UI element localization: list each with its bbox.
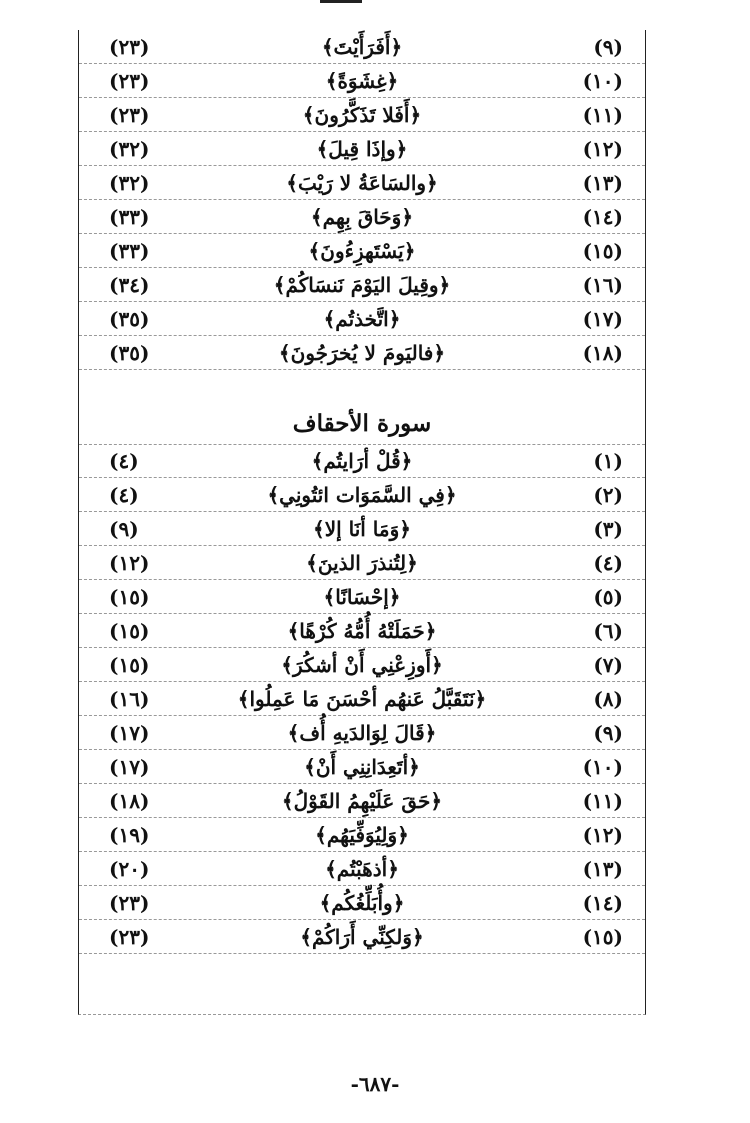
- table-row: [79, 478, 645, 512]
- table-row: [79, 682, 645, 716]
- table-row: [79, 784, 645, 818]
- entry-page: (١٥): [109, 653, 150, 677]
- entry-page: (٢٣): [109, 103, 150, 127]
- table-row: [79, 920, 645, 954]
- entry-word: ﴿وَلكِنِّي أَرَاكُمْ﴾: [300, 925, 424, 949]
- entry-number: (١٧): [582, 307, 623, 331]
- entry-number: (٩): [593, 35, 623, 59]
- table-row: [79, 336, 645, 370]
- entry-number: (١٢): [582, 823, 623, 847]
- entry-number: (٩): [593, 721, 623, 745]
- entry-word: ﴿غِشَوَةً﴾: [325, 69, 399, 93]
- entry-number: (٨): [593, 687, 623, 711]
- entry-page: (٣٣): [109, 239, 150, 263]
- entry-word: ﴿يَسْتَهزِءُونَ﴾: [308, 239, 416, 263]
- entry-page: (٢٣): [109, 925, 150, 949]
- entry-page: (١٥): [109, 619, 150, 643]
- entry-word: ﴿وقِيلَ اليَوْمَ نَنسَاكُمْ﴾: [273, 273, 451, 297]
- entry-page: (٩): [109, 517, 139, 541]
- entry-word: ﴿وأُبَلِّغُكُم﴾: [319, 891, 405, 915]
- entry-word: ﴿قُلْ أرَايتُم﴾: [311, 449, 413, 473]
- entry-page: (٢٠): [109, 857, 150, 881]
- table-row: [79, 166, 645, 200]
- entry-word: ﴿أَفَلا تَذَكَّرُونَ﴾: [302, 103, 422, 127]
- entry-word: ﴿أذهَبْتُم﴾: [325, 857, 399, 881]
- entry-number: (١٣): [582, 857, 623, 881]
- table-row: [79, 132, 645, 166]
- table-row: [79, 200, 645, 234]
- entry-number: (١٦): [582, 273, 623, 297]
- entry-page: (١٢): [109, 551, 150, 575]
- entry-number: (٣): [593, 517, 623, 541]
- table-row: [79, 444, 645, 478]
- entry-word: ﴿أتَعِدَانِنِي أَنْ﴾: [304, 755, 420, 779]
- entry-word: ﴿فاليَومَ لا يُخرَجُونَ﴾: [278, 341, 446, 365]
- table-row: [79, 580, 645, 614]
- entry-page: (٢٣): [109, 891, 150, 915]
- table-row: [79, 268, 645, 302]
- entry-page: (١٩): [109, 823, 150, 847]
- entry-number: (٥): [593, 585, 623, 609]
- entry-page: (٤): [109, 483, 139, 507]
- entry-number: (١٨): [582, 341, 623, 365]
- entry-word: ﴿إحْسَانًا﴾: [323, 585, 401, 609]
- entry-number: (٤): [593, 551, 623, 575]
- entry-page: (٤): [109, 449, 139, 473]
- entry-number: (١٠): [582, 69, 623, 93]
- entry-number: (١٥): [582, 239, 623, 263]
- entry-number: (٦): [593, 619, 623, 643]
- entry-word: ﴿أَوزِعْنِي أَنْ أشكُرَ﴾: [281, 653, 443, 677]
- entry-number: (١٤): [582, 205, 623, 229]
- entry-page: (١٧): [109, 721, 150, 745]
- table-row: [79, 98, 645, 132]
- entry-word: ﴿وَمَا أنَا إلا﴾: [312, 517, 411, 541]
- table-row: [79, 648, 645, 682]
- page-number: -٦٨٧-: [350, 1072, 400, 1096]
- entry-page: (١٦): [109, 687, 150, 711]
- table-row: [79, 512, 645, 546]
- table-row: [79, 64, 645, 98]
- entry-word: ﴿حَمَلَتْهُ أُمُّهُ كُرْهًا﴾: [287, 619, 437, 643]
- entry-page: (٣٥): [109, 341, 150, 365]
- entry-word: ﴿وَلِيُوَفِّيَهُم﴾: [315, 823, 409, 847]
- entry-page: (٣٣): [109, 205, 150, 229]
- entry-number: (١): [593, 449, 623, 473]
- table-row: [79, 546, 645, 580]
- entry-number: (١٣): [582, 171, 623, 195]
- entry-number: (١٥): [582, 925, 623, 949]
- table-row: [79, 234, 645, 268]
- table-row: [79, 852, 645, 886]
- entry-word: ﴿اتَّخذتُم﴾: [323, 307, 401, 331]
- table-row: [79, 716, 645, 750]
- entry-word: ﴿فِي السَّمَوَات ائتُونِي﴾: [267, 483, 457, 507]
- entry-word: ﴿وإذَا قِيلَ﴾: [316, 137, 408, 161]
- table-row: [79, 750, 645, 784]
- entry-word: ﴿والسَاعَةُ لا رَيْبَ﴾: [286, 171, 438, 195]
- entry-number: (٢): [593, 483, 623, 507]
- entry-word: ﴿أَفَرَأَيْتَ﴾: [321, 35, 403, 59]
- index-table: [78, 30, 646, 1015]
- entry-number: (١٢): [582, 137, 623, 161]
- entry-page: (٢٣): [109, 69, 150, 93]
- entry-number: (١٠): [582, 755, 623, 779]
- entry-number: (١٤): [582, 891, 623, 915]
- entry-word: ﴿قَالَ لِوَالدَيهِ أُف﴾: [287, 721, 437, 745]
- surah-heading: سورة الأحقاف: [79, 404, 645, 445]
- top-rule: [320, 0, 362, 3]
- entry-word: ﴿حَقَ عَلَيْهِمُ القَوْلُ﴾: [281, 789, 443, 813]
- table-row: [79, 30, 645, 64]
- entry-page: (١٨): [109, 789, 150, 813]
- entry-page: (٣٥): [109, 307, 150, 331]
- table-row: [79, 886, 645, 920]
- table-row: [79, 302, 645, 336]
- entry-page: (٣٢): [109, 171, 150, 195]
- entry-number: (١١): [582, 789, 623, 813]
- entry-word: ﴿لِتُنذرَ الذينَ﴾: [306, 551, 418, 575]
- entry-word: ﴿نَتَقَبَّلُ عَنهُم أحْسَنَ مَا عَمِلُوا﴾: [237, 687, 487, 711]
- table-row: [79, 614, 645, 648]
- entry-page: (٣٤): [109, 273, 150, 297]
- entry-page: (٢٣): [109, 35, 150, 59]
- entry-word: ﴿وَحَاقَ بِهِم﴾: [310, 205, 414, 229]
- entry-page: (١٧): [109, 755, 150, 779]
- entry-page: (٣٢): [109, 137, 150, 161]
- entry-number: (٧): [593, 653, 623, 677]
- table-row: [79, 818, 645, 852]
- entry-number: (١١): [582, 103, 623, 127]
- entry-page: (١٥): [109, 585, 150, 609]
